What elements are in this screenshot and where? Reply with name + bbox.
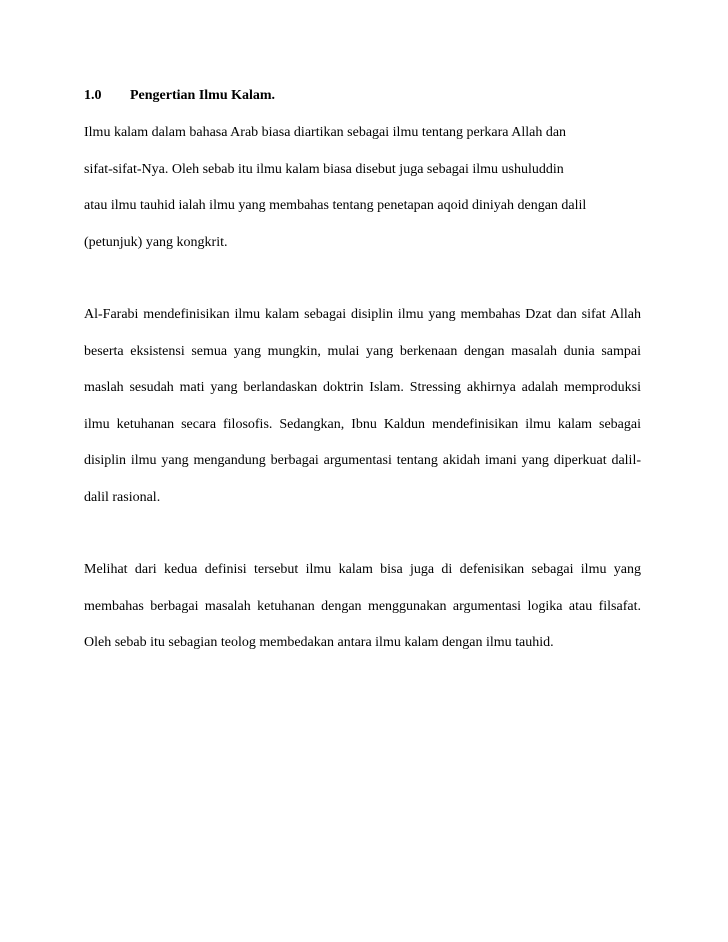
section-heading bbox=[84, 82, 641, 110]
paragraph-line: Ilmu kalam dalam bahasa Arab biasa diartikan sebagai ilmu tentang perkara Allah dan bbox=[84, 125, 567, 140]
paragraph-line: (petunjuk) yang kongkrit. bbox=[84, 234, 228, 250]
paragraph-definition bbox=[84, 115, 641, 261]
section-title: Pengertian Ilmu Kalam. bbox=[130, 88, 276, 103]
paragraph-line: atau ilmu tauhid ialah ilmu yang membahas tentang penetapan aqoid diniyah dengan dalil bbox=[84, 198, 587, 213]
paragraph-line: sifat-sifat-Nya. Oleh sebab itu ilmu kalam biasa disebut juga sebagai ilmu ushuluddin bbox=[84, 161, 564, 177]
paragraph-conclusion: Melihat dari kedua definisi tersebut ilmu kalam bisa juga di defenisikan sebagai ilmu yang membahas berbagai masalah ketuhanan dengan menggunakan argumentasi logika atau filsafat. Oleh sebab itu sebagian teolog membedakan antara ilmu kalam dengan ilmu tauhid. bbox=[84, 562, 641, 650]
paragraph-al-farabi: Al-Farabi mendefinisikan ilmu kalam sebagai disiplin ilmu yang membahas Dzat dan sifat Allah beserta eksistensi semua yang mungkin, mulai yang berkenaan dengan masalah dunia sampai maslah sesudah mati yang berlandaskan doktrin Islam. Stressing akhirnya adalah memproduksi ilmu ketuhanan secara filosofis. Sedangkan, Ibnu Kaldun mendefinisikan ilmu kalam sebagai disiplin ilmu yang mengandung berbagai argumentasi tentang akidah imani yang diperkuat dalil-dalil rasional. bbox=[84, 307, 641, 505]
document-body bbox=[84, 82, 641, 662]
section-number: 1.0 bbox=[84, 88, 102, 103]
